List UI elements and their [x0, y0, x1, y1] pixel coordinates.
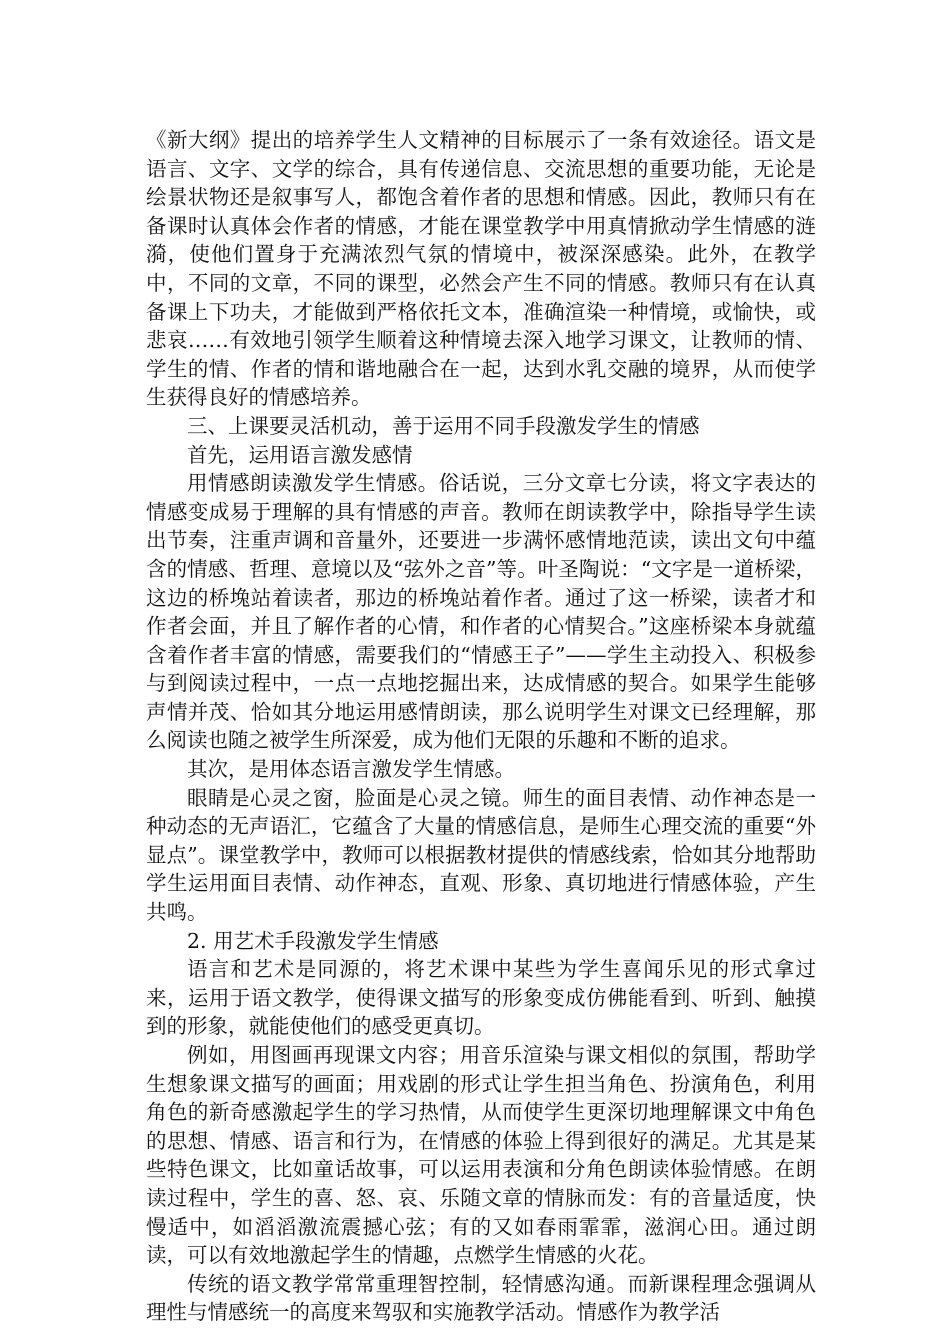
paragraph-body-language: 眼睛是心灵之窗，脸面是心灵之镜。师生的面目表情、动作神态是一种动态的无声语汇，它蕴含了大量的情感信息，是师生心理交流的重要“外显点”。课堂教学中，教师可以根据教材提供的情感线索，恰如其分地帮助学生运用面目表情、动作神态，直观、形象、真切地进行情感体验，产生共鸣。: [146, 785, 816, 925]
paragraph-reading-aloud: 用情感朗读激发学生情感。俗话说，三分文章七分读，将文字表达的情感变成易于理解的具有情感的声音。教师在朗读教学中，除指导学生读出节奏，注重声调和音量外，还要进一步满怀感情地范读，读出文句中蕴含的情感、哲理、意境以及“弦外之音”等。叶圣陶说：“文字是一道桥梁，这边的桥堍站着读者，那边的桥堍站着作者。通过了这一桥梁，读者才和作者会面，并且了解作者的心情，和作者的心情契合。”这座桥梁本身就蕴含着作者丰富的情感，需要我们的“情感王子”——学生主动投入、积极参与到阅读过程中，一点一点地挖掘出来，达成情感的契合。如果学生能够声情并茂、恰如其分地运用感情朗读，那么说明学生对课文已经理解，那么阅读也随之被学生所深爱，成为他们无限的乐趣和不断的追求。: [146, 471, 816, 753]
subheading-language: 首先，运用语言激发感情: [187, 442, 413, 467]
paragraph-intro: 《新大纲》提出的培养学生人文精神的目标展示了一条有效途径。语文是语言、文字、文学的综合，具有传递信息、交流思想的重要功能，无论是绘景状物还是叙事写人，都饱含着作者的思想和情感。因此，教师只有在备课时认真体会作者的情感，才能在课堂教学中用真情掀动学生情感的涟漪，使他们置身于充满浓烈气氛的情境中，被深深感染。此外，在教学中，不同的文章，不同的课型，必然会产生不同的情感。教师只有在认真备课上下功夫，才能做到严格依托文本，准确渲染一种情境，或愉快，或悲哀……有效地引领学生顺着这种情境去深入地学习课文，让教师的情、学生的情、作者的情和谐地融合在一起，达到水乳交融的境界，从而使学生获得良好的情感培养。: [146, 128, 816, 410]
subheading-art-means: 2. 用艺术手段激发学生情感: [187, 928, 439, 953]
section-heading-three: 三、上课要灵活机动，善于运用不同手段激发学生的情感: [187, 413, 700, 438]
paragraph-art-origin: 语言和艺术是同源的，将艺术课中某些为学生喜闻乐见的形式拿过来，运用于语文教学，使得课文描写的形象变成仿佛能看到、听到、触摸到的形象，就能使他们的感受更真切。: [146, 957, 816, 1039]
paragraph-examples: 例如，用图画再现课文内容；用音乐渲染与课文相似的氛围，帮助学生想象课文描写的画面；用戏剧的形式让学生担当角色、扮演角色，利用角色的新奇感激起学生的学习热情，从而使学生更深切地理解课文中角色的思想、情感、语言和行为，在情感的体验上得到很好的满足。尤其是某些特色课文，比如童话故事，可以运用表演和分角色朗读体验情感。在朗读过程中，学生的喜、怒、哀、乐随文章的情脉而发：有的音量适度，快慢适中，如滔滔激流震撼心弦；有的又如春雨霏霏，滋润心田。通过朗读，可以有效地激起学生的情趣，点燃学生情感的火花。: [146, 1043, 816, 1268]
paragraph-traditional-teaching: 传统的语文教学常常重理智控制，轻情感沟通。而新课程理念强调从理性与情感统一的高度来驾驭和实施教学活动。情感作为教学活: [146, 1271, 816, 1325]
document-body: [146, 126, 816, 1327]
subheading-body-language: 其次，是用体态语言激发学生情感。: [187, 757, 515, 782]
